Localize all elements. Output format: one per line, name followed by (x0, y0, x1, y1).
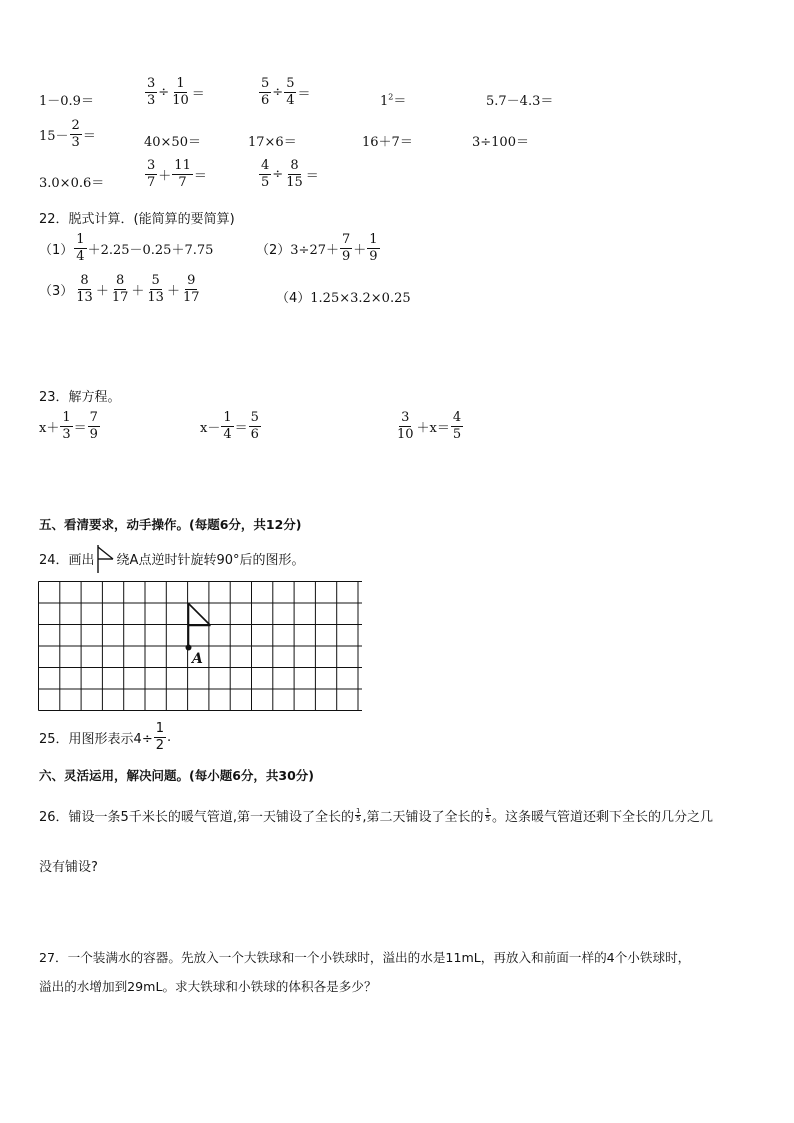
q22-part-1: （1） $\frac{1}{4}$ ＋2.25－0.25＋7.75 (39, 232, 214, 264)
oral-expr-8: 17×6＝ (248, 135, 297, 150)
q24-prompt-start: 24．画出 (39, 553, 95, 568)
oral-expr-2: $\frac{3}{3}$ ÷ $\frac{1}{10}$ ＝ (147, 76, 205, 108)
oral-expr-9: 16＋7＝ (362, 135, 413, 150)
q22-title: 22．脱式计算．(能简算的要简算) (39, 212, 235, 227)
point-a-label: A (192, 651, 203, 667)
oral-expr-10: 3÷100＝ (472, 135, 529, 150)
q22-part-3: （3） $\frac{8}{13}$ ＋ $\frac{8}{17}$ ＋ $\frac{5}{13}$ ＋ $\frac{9}{17}$ (39, 273, 200, 305)
q24-prompt-end: 绕A点逆时针旋转90°后的图形。 (116, 553, 305, 568)
q24-square-grid (38, 581, 362, 712)
q23-equation-1: x＋ $\frac{1}{3}$ ＝ $\frac{7}{9}$ (39, 410, 98, 442)
q22-part-2: （2）3÷27＋ $\frac{7}{9}$ ＋ $\frac{1}{9}$ (256, 232, 378, 264)
q23-equation-2: x－ $\frac{1}{4}$ ＝ $\frac{5}{6}$ (200, 410, 259, 442)
oral-expr-11: 3.0×0.6＝ (39, 176, 105, 191)
point-a-marker (186, 645, 192, 651)
q26-line-2: 没有铺设? (39, 860, 98, 875)
q23-equation-3: $\frac{3}{10}$ ＋x＝ $\frac{4}{5}$ (397, 410, 462, 442)
q27-line-2: 溢出的水增加到29mL。求大铁球和小铁球的体积各是多少？ (39, 979, 377, 994)
rotation-figure (189, 604, 211, 648)
section-5-heading: 五、看清要求，动手操作。(每题6分，共12分) (39, 517, 302, 532)
small-triangle-shape-icon (96, 544, 116, 574)
oral-expr-3: $\frac{5}{6}$ ÷ $\frac{5}{4}$ ＝ (261, 76, 311, 108)
oral-expr-7: 40×50＝ (144, 135, 201, 150)
oral-expr-6: 15－ $\frac{2}{3}$ ＝ (39, 118, 96, 150)
oral-expr-12: $\frac{3}{7}$ ＋ $\frac{11}{7}$ ＝ (147, 158, 207, 190)
oral-expr-5: 5.7－4.3＝ (486, 94, 554, 109)
oral-expr-1: 1－0.9＝ (39, 94, 94, 109)
oral-expr-13: $\frac{4}{5}$ ÷ $\frac{8}{15}$ ＝ (261, 158, 319, 190)
q22-part-4: （4）1.25×3.2×0.25 (276, 291, 411, 306)
q25-prompt: 25．用图形表示4÷ $\frac{1}{2}$ . (39, 721, 172, 753)
section-6-heading: 六、灵活运用，解决问题。(每小题6分，共30分) (39, 768, 315, 783)
oral-expr-4: $1^2=$ (380, 92, 407, 109)
q24-prompt (39, 544, 304, 574)
q23-title: 23．解方程。 (39, 390, 121, 405)
q27-line-1: 27．一个装满水的容器。先放入一个大铁球和一个小铁球时，溢出的水是11mL，再放入和前面一样的4个小铁球时， (39, 950, 691, 965)
q26-line-1: 26．铺设一条5千米长的暖气管道,第一天铺设了全长的 $\frac{1}{5}$ ,第二天铺设了全长的 $\frac{1}{5}$ 。这条暖气管道还剩下全长的几分之几 (39, 806, 714, 825)
